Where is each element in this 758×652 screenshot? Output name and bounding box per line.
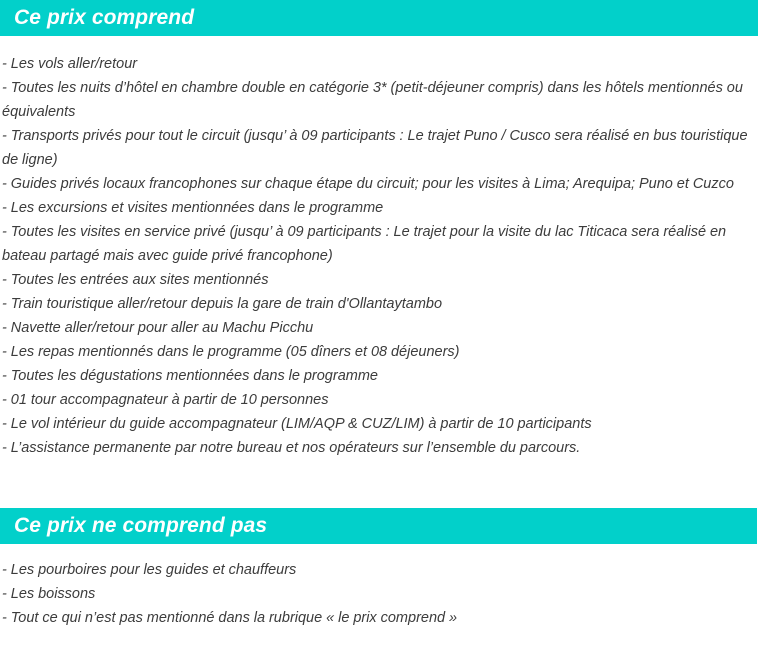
excluded-list bbox=[2, 558, 756, 630]
spacer bbox=[0, 460, 758, 508]
list-item: - Les pourboires pour les guides et chauffeurs bbox=[2, 562, 297, 578]
list-item: - 01 tour accompagnateur à partir de 10 personnes bbox=[2, 392, 329, 408]
section-header-included: Ce prix comprend bbox=[0, 0, 758, 36]
list-item: - Les repas mentionnés dans le programme (05 dîners et 08 déjeuners) bbox=[2, 344, 460, 360]
section-body-included bbox=[0, 52, 758, 460]
list-item: - L’assistance permanente par notre bureau et nos opérateurs sur l’ensemble du parcours. bbox=[2, 440, 581, 456]
list-item: - Tout ce qui n’est pas mentionné dans la rubrique « le prix comprend » bbox=[2, 610, 458, 626]
list-item: - Transports privés pour tout le circuit (jusqu’ à 09 participants : Le trajet Puno / Cusco sera réalisé en bus touristique de ligne) bbox=[2, 128, 748, 168]
list-item: - Toutes les dégustations mentionnées dans le programme bbox=[2, 368, 378, 384]
list-item: - Toutes les nuits d’hôtel en chambre double en catégorie 3* (petit-déjeuner compris) dans les hôtels mentionnés ou équivalents bbox=[2, 80, 743, 120]
included-list bbox=[2, 52, 756, 460]
list-item: - Toutes les visites en service privé (jusqu’ à 09 participants : Le trajet pour la visite du lac Titicaca sera réalisé en bateau partagé mais avec guide privé francophone) bbox=[2, 224, 727, 264]
section-body-excluded bbox=[0, 558, 758, 630]
list-item: - Toutes les entrées aux sites mentionnés bbox=[2, 272, 269, 288]
list-item: - Les excursions et visites mentionnées dans le programme bbox=[2, 200, 384, 216]
list-item: - Les vols aller/retour bbox=[2, 56, 138, 72]
list-item: - Guides privés locaux francophones sur chaque étape du circuit; pour les visites à Lima; Arequipa; Puno et Cuzco bbox=[2, 176, 734, 192]
spacer bbox=[0, 36, 758, 52]
list-item: - Les boissons bbox=[2, 586, 96, 602]
section-header-excluded: Ce prix ne comprend pas bbox=[0, 508, 757, 544]
spacer bbox=[0, 544, 758, 558]
list-item: - Le vol intérieur du guide accompagnateur (LIM/AQP & CUZ/LIM) à partir de 10 participants bbox=[2, 416, 592, 432]
list-item: - Navette aller/retour pour aller au Machu Picchu bbox=[2, 320, 314, 336]
list-item: - Train touristique aller/retour depuis la gare de train d'Ollantaytambo bbox=[2, 296, 443, 312]
